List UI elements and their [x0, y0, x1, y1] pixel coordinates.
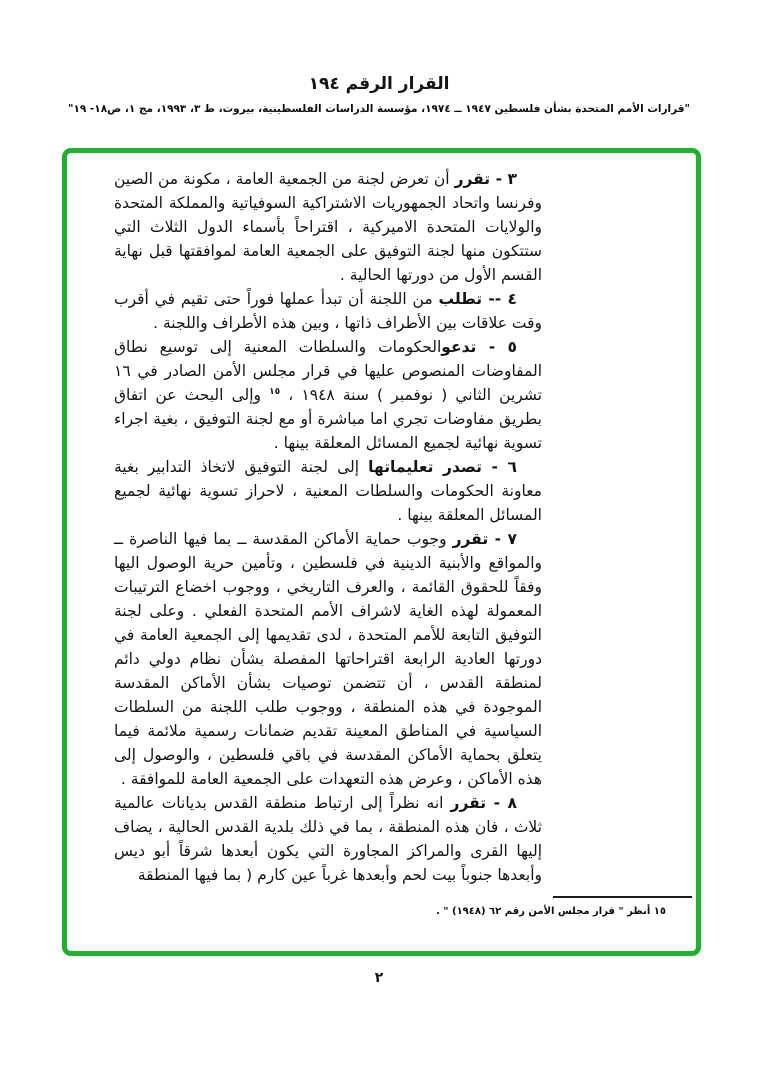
resolution-text	[114, 167, 542, 887]
clause-4-body: من اللجنة أن تبدأ عملها فوراً حتى تقيم في أقرب وقت علاقات بين الأطراف ذاتها ، وبين هذه الأطراف واللجنة .	[114, 290, 542, 332]
resolution-clause-7	[114, 527, 542, 791]
clause-6-body: إلى لجنة التوفيق لاتخاذ التدابير بغية معاونة الحكومات والسلطات المعنية ، لاحراز تسوية نهائية لجميع المسائل المعلقة بينها .	[114, 458, 542, 524]
page-title: القرار الرقم ١٩٤	[308, 74, 450, 94]
clause-4-lead: ٤ -- تطلب	[438, 290, 517, 308]
clause-8-lead: ٨ - تقرر	[450, 794, 517, 812]
clause-5-body-before-ref: الحكومات والسلطات المعنية إلى توسيع نطاق المفاوضات المنصوص عليها في قرار مجلس الأمن الصادر في ١٦ تشرين الثاني ( نوفمبر ) سنة ١٩٤٨ ،	[114, 338, 542, 404]
resolution-clause-3	[114, 167, 542, 287]
clause-7-lead: ٧ - تقرر	[452, 530, 517, 548]
clause-6-lead: ٦ - تصدر تعليماتها	[368, 458, 517, 476]
resolution-clause-8	[114, 791, 542, 887]
clause-5-body-after-ref: وإلى البحث عن اتفاق بطريق مفاوضات تجري اما مباشرة أو مع لجنة التوفيق ، بغية اجراء تسوية نهائية لجميع المسائل المعلقة بينها .	[114, 386, 542, 452]
clause-3-body: أن تعرض لجنة من الجمعية العامة ، مكونة من الصين وفرنسا واتحاد الجمهوريات الاشتراكية السوفياتية والمملكة المتحدة والولايات المتحدة الاميركية ، اقتراحاً بأسماء الدول الثلاث التي ستتكون منها لجنة التوفيق على الجمعية العامة لموافقتها قبل نهاية القسم الأول من دورتها الحالية .	[114, 170, 542, 284]
source-citation: "قرارات الأمم المتحدة بشأن فلسطين ١٩٤٧ ــ ١٩٧٤، مؤسسة الدراسات الفلسطينية، بيروت، ط ٣، ١٩٩٣، مج ١، ص١٨- ١٩"	[67, 103, 691, 115]
clause-5-lead: ٥ - تدعو	[441, 338, 518, 356]
resolution-clause-4	[114, 287, 542, 335]
resolution-clause-6	[114, 455, 542, 527]
clause-8-body: انه نظراً إلى ارتباط منطقة القدس بديانات عالمية ثلاث ، فان هذه المنطقة ، بما في ذلك بلدية القدس الحالية ، يضاف إليها القرى والمراكز المجاورة التي يكون أبعدها شرقاً أبو ديس وأبعدها جنوباً بيت لحم وأبعدها غرباً عين كارم ( بما فيها المنطقة	[114, 794, 542, 884]
clause-7-body: وجوب حماية الأماكن المقدسة ــ بما فيها الناصرة ــ والمواقع والأبنية الدينية في فلسطين ، وتأمين حرية الوصول اليها وفقاً للحقوق القائمة ، والعرف التاريخي ، ووجوب اخضاع الترتيبات المعمولة لهذه الغاية لاشراف الأمم المتحدة الفعلي . وعلى لجنة التوفيق التابعة للأمم المتحدة ، لدى تقديمها إلى الجمعية العامة في دورتها العادية الرابعة اقتراحاتها المفصلة بشأن نظام دولي دائم لمنطقة القدس ، أن تتضمن توصيات بشأن الأماكن المقدسة الموجودة في هذه المنطقة ، ووجوب طلب اللجنة من السلطات السياسية في المناطق المعينة تقديم ضمانات رسمية ملائمة فيما يتعلق بحماية الأماكن المقدسة في باقي فلسطين ، والوصول إلى هذه الأماكن ، وعرض هذه التعهدات على الجمعية العامة للموافقة .	[114, 530, 542, 788]
footnote-reference-15: ١٥	[269, 386, 281, 397]
page-number: ٢	[374, 970, 384, 986]
clause-3-lead: ٣ - تقرر	[454, 170, 517, 188]
footnote-divider	[553, 896, 692, 898]
footnote: ١٥ أنظر " قرار مجلس الأمن رقم ٦٢ (١٩٤٨) " .	[436, 906, 666, 917]
resolution-clause-5	[114, 335, 542, 455]
